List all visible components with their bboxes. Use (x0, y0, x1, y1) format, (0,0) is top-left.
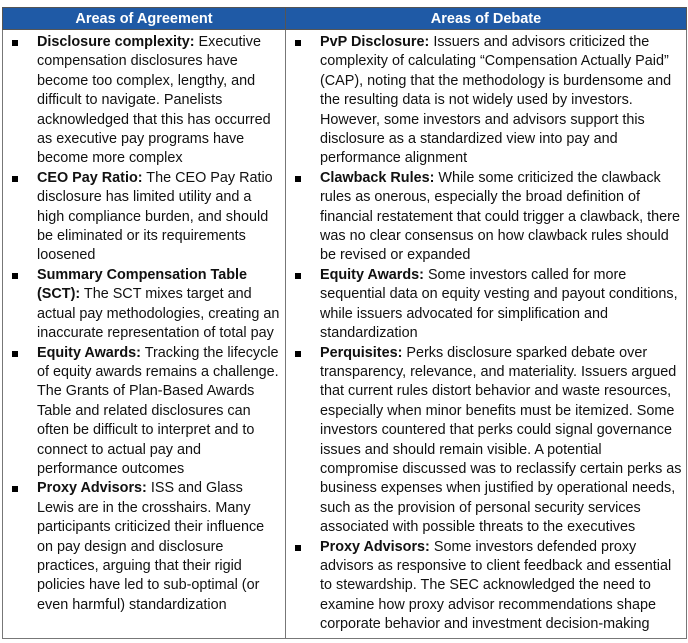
item-text: Perks disclosure sparked debate over transparency, relevance, and materiality. Issuers argued that current rules distort behavior and waste resources, especially when minor benefits must be itemized. Some investors countered that perks could signal governance issues and should remain visible. A potential compromise discussed was to reclassify certain perks as business expenses when justified by operational needs, such as the provision of personal security services associated with possible threats to the executives (320, 344, 682, 536)
item-text: The CEO Pay Ratio disclosure has limited utility and a high compliance burden, and should be eliminated or its requirements loosened (37, 169, 273, 264)
item-term: Proxy Advisors: (37, 480, 147, 497)
item-text: Tracking the lifecycle of equity awards remains a challenge. The Grants of Plan-Based Awards Table and related disclosures can often be difficult to interpret and to connect to actual pay and performance outcomes (37, 344, 279, 477)
agreement-column (3, 30, 286, 639)
item-term: Perquisites: (320, 344, 403, 361)
debate-item-perquisites (294, 344, 682, 538)
header-areas-of-debate: Areas of Debate (286, 8, 687, 30)
item-text: ISS and Glass Lewis are in the crosshairs. Many participants criticized their influence on pay design and disclosure practices, arguing that their rigid policies have led to sub-optimal (or even harmful) standardization (37, 480, 265, 613)
item-term: Proxy Advisors: (320, 538, 430, 555)
square-bullet-icon (12, 40, 18, 46)
square-bullet-icon (295, 545, 301, 551)
debate-item-clawback-rules (294, 169, 682, 266)
square-bullet-icon (12, 273, 18, 279)
square-bullet-icon (295, 40, 301, 46)
item-text: Some investors called for more sequential data on equity vesting and payout conditions, while issuers advocated for simplification and standardization (320, 266, 678, 342)
item-text: Executive compensation disclosures have become too complex, lengthy, and difficult to navigate. Panelists acknowledged that this has occurred as executive pay programs have become more complex (37, 34, 271, 167)
square-bullet-icon (12, 486, 18, 492)
item-term: Disclosure complexity: (37, 34, 195, 50)
item-text: Some investors defended proxy advisors as responsive to client feedback and essential to stewardship. The SEC acknowledged the need to examine how proxy advisor recommendations shape corporate behavior and investment decision-making (320, 538, 672, 633)
debate-list (294, 33, 682, 635)
header-areas-of-agreement: Areas of Agreement (3, 8, 286, 30)
debate-item-pvp-disclosure (294, 33, 682, 169)
item-text: Issuers and advisors criticized the complexity of calculating “Compensation Actually Paid” (CAP), noting that the methodology is burdensome and the resulting data is not widely used by investors. However, some investors and advisors support this disclosure as a standardized view into pay and performance alignment (320, 34, 672, 167)
agreement-item-ceo-pay-ratio (11, 169, 281, 266)
square-bullet-icon (295, 351, 301, 357)
item-term: PvP Disclosure: (320, 34, 430, 50)
agreement-item-proxy-advisors (11, 479, 281, 615)
debate-item-equity-awards (294, 266, 682, 344)
comparison-table (2, 7, 687, 639)
agreement-list (11, 33, 281, 615)
item-text: The SCT mixes target and actual pay methodologies, creating an inaccurate representation of total pay (37, 286, 280, 342)
debate-column (286, 30, 687, 639)
square-bullet-icon (12, 176, 18, 182)
agreement-item-disclosure-complexity (11, 33, 281, 169)
debate-item-proxy-advisors (294, 538, 682, 635)
item-text: While some criticized the clawback rules as onerous, especially the broad definition of financial restatement that could trigger a clawback, there was no clear consensus on how clawback rules should be revised or expanded (320, 169, 680, 264)
item-term: CEO Pay Ratio: (37, 169, 143, 186)
content-row (3, 30, 687, 639)
square-bullet-icon (12, 351, 18, 357)
item-term: Summary Compensation Table (SCT): (37, 266, 248, 303)
item-term: Equity Awards: (37, 344, 141, 361)
agreement-item-equity-awards (11, 344, 281, 480)
header-row (3, 8, 687, 30)
item-term: Equity Awards: (320, 266, 424, 283)
agreement-item-summary-compensation-table (11, 266, 281, 344)
square-bullet-icon (295, 273, 301, 279)
item-term: Clawback Rules: (320, 169, 435, 186)
square-bullet-icon (295, 176, 301, 182)
